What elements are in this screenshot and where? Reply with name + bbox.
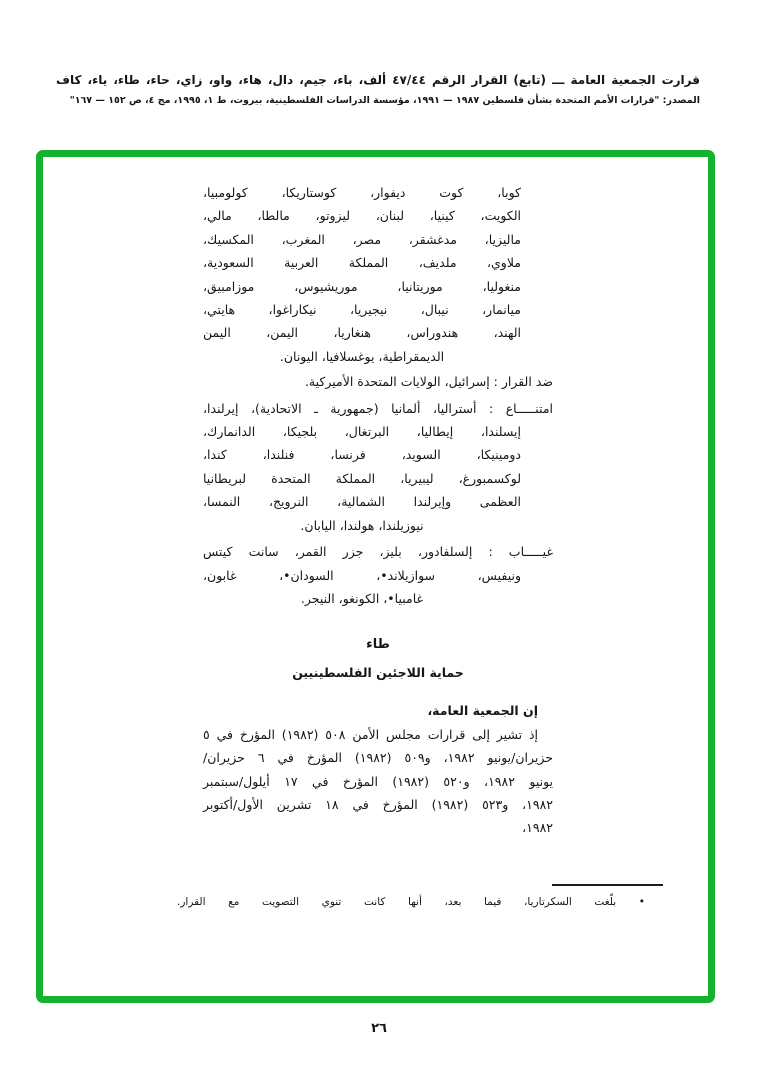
text-line: غيـــــاب : إلسلفادور، بليز، جزر القمر، سانت كيتس bbox=[203, 544, 553, 560]
text-line: الديمقراطية، يوغسلافيا، اليونان. bbox=[279, 348, 445, 364]
text-line: ملاوي، ملديف، المملكة العربية السعودية، bbox=[203, 255, 521, 271]
text-line: ١٩٨٢، bbox=[522, 820, 553, 836]
vote-abstain-block bbox=[203, 397, 553, 537]
section-title-heading: حماية اللاجئين الفلسطينيين bbox=[292, 665, 464, 681]
resolution-recall-paragraph bbox=[203, 723, 553, 840]
text-line: منغوليا، موريتانيا، موريشيوس، موزامبيق، bbox=[203, 278, 521, 294]
vote-with-continuation-paragraph bbox=[203, 181, 553, 368]
section-letter-heading: طاء bbox=[366, 637, 390, 653]
page-number: ٢٦ bbox=[371, 1021, 387, 1036]
text-line: كوبا، كوت ديفوار، كوستاريكا، كولومبيا، bbox=[203, 185, 521, 200]
text-line: نيوزيلندا، هولندا، اليابان. bbox=[300, 517, 424, 533]
content-column bbox=[203, 181, 553, 840]
header-source-line: المصدر: "قرارات الأمم المتحدة بشأن فلسطين ١٩٨٧ — ١٩٩١، مؤسسة الدراسات الفلسطينية، بيروت، ط ١، ١٩٩٥، مج ٤، ص ١٥٢ — ١٦٧" bbox=[69, 95, 700, 106]
text-line: غامبيا•، الكونغو، النيجر. bbox=[300, 590, 424, 606]
text-line: حزيران/يونيو ١٩٨٢، و٥٠٩ (١٩٨٢) المؤرخ في ٦ حزيران/ bbox=[203, 750, 554, 766]
text-line: ونيفيس، سوازيلاند•، السودان•، غابون، bbox=[203, 567, 521, 583]
footnote-text: • بلّغت السكرتاريا، فيما بعد، أنها كانت تنوي التصويت مع القرار. bbox=[177, 896, 645, 908]
text-line: لوكسمبورغ، ليبيريا، المملكة المتحدة لبريطانيا bbox=[203, 470, 521, 486]
text-line: العظمى وإيرلندا الشمالية، النرويج، النمسا، bbox=[203, 494, 521, 510]
vote-absent-block bbox=[203, 540, 553, 610]
text-line: ماليزيا، مدغشقر، مصر، المغرب، المكسيك، bbox=[203, 231, 521, 247]
text-line: امتنـــــاع : أستراليا، ألمانيا (جمهورية ـ الاتحادية)، إيرلندا، bbox=[203, 400, 553, 416]
text-line: إيسلندا، إيطاليا، البرتغال، بلجيكا، الدانمارك، bbox=[203, 424, 521, 440]
text-line: الهند، هندوراس، هنغاريا، اليمن، اليمن bbox=[203, 325, 521, 341]
resolution-opening: إن الجمعية العامة، bbox=[427, 703, 538, 719]
text-line: إذ تشير إلى قرارات مجلس الأمن ٥٠٨ (١٩٨٢) المؤرخ في ٥ bbox=[203, 726, 538, 742]
footnote-separator-rule bbox=[552, 884, 663, 886]
text-line: دومينيكا، السويد، فرنسا، فنلندا، كندا، bbox=[203, 447, 521, 463]
header-title-line: قرارت الجمعية العامة ـــ (تابع) القرار الرقم ٤٧/٤٤ ألف، باء، جيم، دال، هاء، واو، زاي، حاء، طاء، ياء، كاف bbox=[56, 73, 700, 87]
text-line: الكويت، كينيا، لبنان، ليزوتو، مالطا، مالي، bbox=[203, 208, 521, 224]
text-line: ١٩٨٢، و٥٢٣ (١٩٨٢) المؤرخ في ١٨ تشرين الأول/أكتوبر bbox=[203, 796, 553, 812]
vote-against-block bbox=[203, 370, 553, 393]
text-line: يونيو ١٩٨٢، و٥٢٠ (١٩٨٢) المؤرخ في ١٧ أيلول/سبتمبر bbox=[203, 773, 554, 789]
text-line: ضد القرار : إسرائيل، الولايات المتحدة الأميركية. bbox=[304, 374, 553, 390]
text-line: ميانمار، نيبال، نيجيريا، نيكاراغوا، هايتي، bbox=[203, 302, 521, 318]
page-header bbox=[56, 72, 700, 108]
